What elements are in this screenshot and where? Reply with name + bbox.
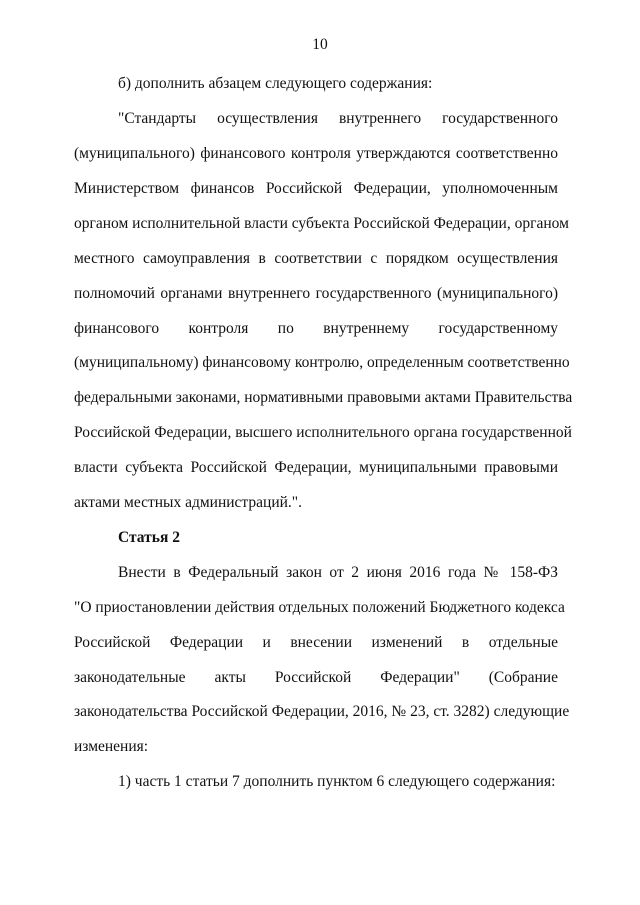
article-heading: Статья 2	[118, 529, 180, 546]
paragraph-line: актами местных администраций.".	[74, 494, 302, 511]
paragraph-line: Министерством финансов Российской Федерации, уполномоченным	[74, 180, 558, 197]
paragraph-line: 1) часть 1 статьи 7 дополнить пунктом 6 следующего содержания:	[118, 773, 556, 790]
paragraph-line: власти субъекта Российской Федерации, муниципальными правовыми	[74, 459, 558, 476]
paragraph-line: законодательные акты Российской Федерации" (Собрание	[74, 669, 558, 686]
paragraph-line: (муниципальному) финансовому контролю, определенным соответственно	[74, 354, 570, 371]
paragraph-line: органом исполнительной власти субъекта Российской Федерации, органом	[74, 215, 569, 232]
paragraph-line: федеральными законами, нормативными правовыми актами Правительства	[74, 389, 573, 406]
paragraph-line: б) дополнить абзацем следующего содержания:	[118, 75, 433, 92]
paragraph-line: Российской Федерации и внесении изменений в отдельные	[74, 634, 558, 651]
page-number: 10	[312, 36, 328, 53]
paragraph-line: финансового контроля по внутреннему государственному	[74, 320, 558, 337]
paragraph-line: (муниципального) финансового контроля утверждаются соответственно	[74, 145, 558, 162]
paragraph-line: "Стандарты осуществления внутреннего государственного	[118, 110, 558, 127]
paragraph-line: изменения:	[74, 738, 149, 755]
paragraph-line: "О приостановлении действия отдельных положений Бюджетного кодекса	[74, 599, 565, 616]
paragraph-line: Российской Федерации, высшего исполнительного органа государственной	[74, 424, 572, 441]
paragraph-line: полномочий органами внутреннего государственного (муниципального)	[74, 285, 558, 302]
paragraph-line: местного самоуправления в соответствии с порядком осуществления	[74, 250, 558, 267]
paragraph-line: Внести в Федеральный закон от 2 июня 2016 года № 158-ФЗ	[118, 564, 558, 581]
paragraph-line: законодательства Российской Федерации, 2016, № 23, ст. 3282) следующие	[74, 703, 570, 720]
